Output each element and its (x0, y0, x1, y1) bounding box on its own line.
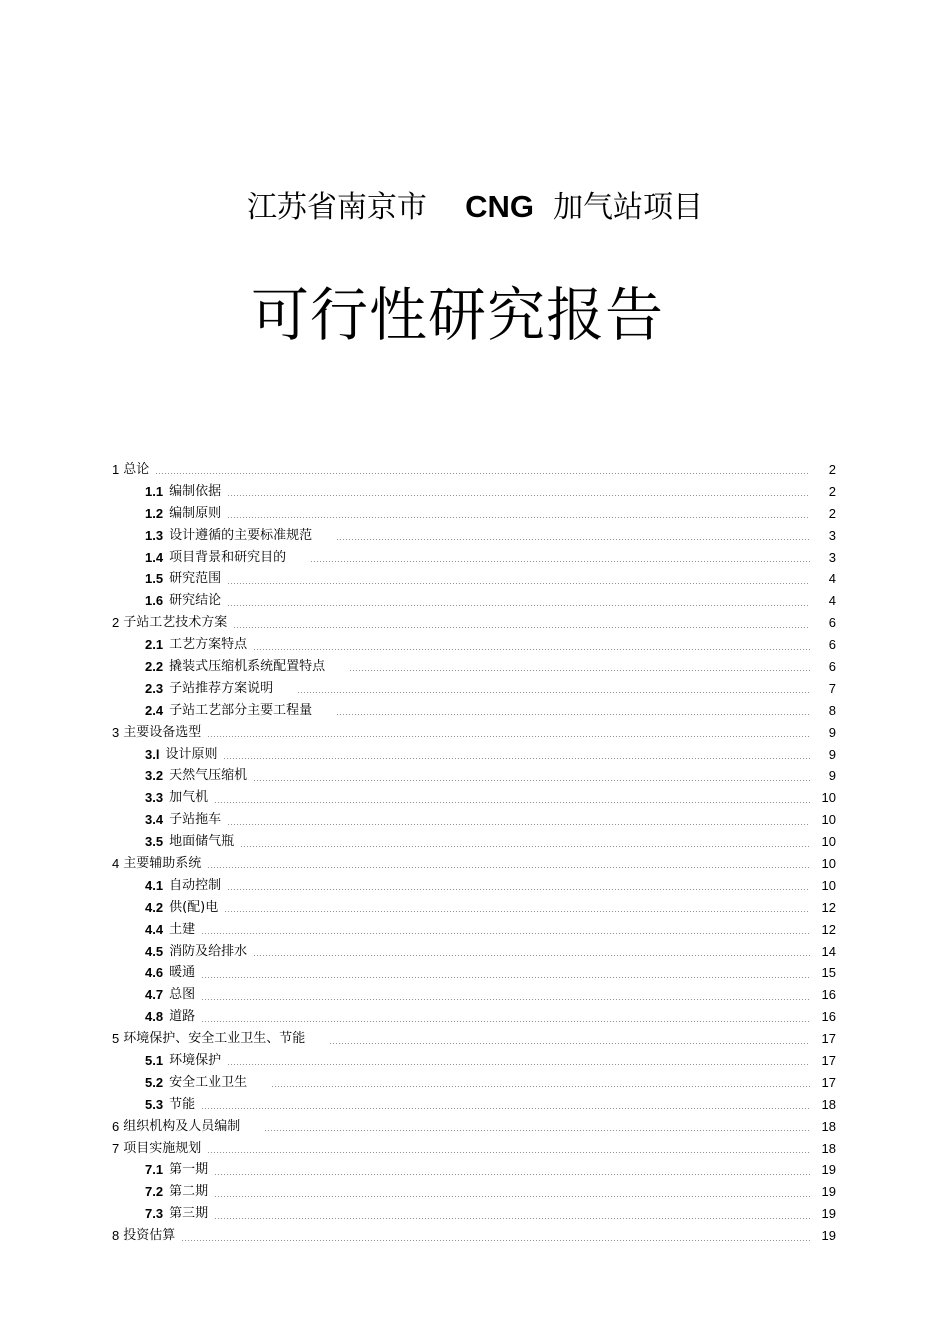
toc-entry-page: 18 (821, 1118, 836, 1134)
toc-entry-number: 1.1 (145, 483, 164, 499)
toc-dot-leader (227, 517, 810, 518)
project-title (0, 185, 950, 230)
toc-entry-label: 总论 (123, 461, 150, 477)
toc-entry-number: 4.5 (145, 943, 164, 959)
toc-dot-leader (264, 1130, 810, 1131)
toc-entry-number: 1.5 (145, 571, 164, 587)
toc-entry-label: 编制依据 (169, 483, 222, 499)
toc-entry-label: 编制原则 (169, 505, 222, 521)
toc-entry-label: 项目背景和研究目的 (169, 549, 287, 565)
toc-entry-label: 主要辅助系统 (123, 855, 202, 871)
toc-dot-leader (214, 1218, 810, 1219)
toc-entry-number: 4.7 (145, 987, 164, 1003)
toc-entry-page: 18 (821, 1096, 836, 1112)
toc-dot-leader (207, 867, 810, 868)
toc-entry-number: 2.2 (145, 658, 164, 674)
toc-entry-page: 19 (821, 1184, 836, 1200)
toc-dot-leader (214, 802, 810, 803)
toc-entry-label: 土建 (169, 921, 196, 937)
toc-dot-leader (310, 561, 810, 562)
toc-entry[interactable] (112, 634, 836, 656)
toc-entry-label: 第一期 (169, 1162, 209, 1178)
toc-entry-number: 4.8 (145, 1009, 164, 1025)
toc-entry-page: 19 (821, 1228, 836, 1244)
toc-entry-number: 4 (112, 855, 120, 871)
toc-entry-number: 1 (112, 461, 120, 477)
toc-entry-label: 总图 (169, 987, 196, 1003)
toc-entry-page: 8 (828, 702, 836, 718)
toc-entry-label: 子站推荐方案说明 (169, 680, 274, 696)
toc-entry[interactable] (112, 831, 836, 853)
toc-entry-number: 7.1 (145, 1162, 164, 1178)
toc-dot-leader (227, 605, 810, 606)
table-of-contents (112, 459, 836, 1247)
toc-entry-label: 第三期 (169, 1206, 209, 1222)
toc-dot-leader (201, 999, 810, 1000)
toc-entry-label: 安全工业卫生 (169, 1074, 248, 1090)
toc-entry[interactable] (112, 568, 836, 590)
toc-entry[interactable] (112, 744, 836, 766)
toc-dot-leader (181, 1240, 810, 1241)
toc-dot-leader (223, 758, 810, 759)
toc-entry[interactable] (112, 459, 836, 481)
project-title-part1: 江苏省南京市 (246, 190, 427, 225)
toc-entry[interactable] (112, 1006, 836, 1028)
toc-entry-page: 3 (828, 549, 836, 565)
toc-dot-leader (227, 1064, 810, 1065)
toc-entry[interactable] (112, 525, 836, 547)
toc-entry-label: 设计原则 (165, 746, 218, 762)
toc-entry-number: 2.4 (145, 702, 164, 718)
toc-entry-label: 撬装式压缩机系统配置特点 (169, 658, 326, 674)
toc-entry-number: 5 (112, 1031, 120, 1047)
toc-entry-page: 16 (821, 1009, 836, 1025)
toc-entry-number: 5.2 (145, 1074, 164, 1090)
toc-entry-page: 17 (821, 1074, 836, 1090)
toc-entry[interactable] (112, 481, 836, 503)
toc-entry-page: 17 (821, 1031, 836, 1047)
toc-entry[interactable] (112, 853, 836, 875)
toc-entry-number: 2.1 (145, 637, 164, 653)
toc-entry[interactable] (112, 875, 836, 897)
toc-entry-page: 19 (821, 1206, 836, 1222)
toc-entry-page: 2 (828, 483, 836, 499)
toc-entry-label: 研究范围 (169, 571, 222, 587)
toc-dot-leader (271, 1086, 810, 1087)
toc-entry-number: 8 (112, 1228, 120, 1244)
toc-dot-leader (233, 627, 810, 628)
toc-entry[interactable] (112, 1160, 836, 1182)
toc-entry[interactable] (112, 765, 836, 787)
toc-dot-leader (349, 670, 810, 671)
toc-entry-number: 7.3 (145, 1206, 164, 1222)
toc-entry-label: 项目实施规划 (123, 1140, 202, 1156)
toc-entry[interactable] (112, 1225, 836, 1247)
toc-entry-label: 天然气压缩机 (169, 768, 248, 784)
toc-entry[interactable] (112, 1094, 836, 1116)
toc-entry-label: 子站工艺技术方案 (123, 615, 228, 631)
toc-entry-number: 2.3 (145, 680, 164, 696)
toc-dot-leader (336, 714, 810, 715)
toc-entry-label: 环境保护、安全工业卫生、节能 (123, 1031, 306, 1047)
toc-entry-page: 9 (828, 768, 836, 784)
toc-dot-leader (336, 539, 810, 540)
toc-entry-number: 1.4 (145, 549, 164, 565)
toc-entry-label: 工艺方案特点 (169, 637, 248, 653)
project-title-part2: 加气站项目 (553, 190, 704, 225)
toc-entry-label: 第二期 (169, 1184, 209, 1200)
toc-entry-label: 道路 (169, 1009, 196, 1025)
toc-entry-number: 7 (112, 1140, 120, 1156)
toc-dot-leader (329, 1043, 810, 1044)
toc-entry-number: 4.4 (145, 921, 164, 937)
toc-entry[interactable] (112, 547, 836, 569)
toc-entry[interactable] (112, 1050, 836, 1072)
toc-entry-number: 5.3 (145, 1096, 164, 1112)
toc-entry-page: 10 (821, 790, 836, 806)
toc-dot-leader (155, 473, 810, 474)
toc-dot-leader (227, 495, 810, 496)
toc-entry-label: 自动控制 (169, 877, 222, 893)
toc-entry-page: 7 (828, 680, 836, 696)
toc-entry-label: 投资估算 (123, 1228, 176, 1244)
toc-entry[interactable] (112, 1028, 836, 1050)
toc-entry-number: 5.1 (145, 1052, 164, 1068)
toc-dot-leader (207, 736, 810, 737)
project-title-cng: CNG (465, 189, 534, 224)
toc-entry-number: 2 (112, 615, 120, 631)
toc-dot-leader (253, 955, 810, 956)
toc-entry-label: 消防及给排水 (169, 943, 248, 959)
toc-entry-number: 3.3 (145, 790, 164, 806)
toc-entry-page: 6 (828, 658, 836, 674)
toc-dot-leader (207, 1152, 810, 1153)
toc-entry-number: 6 (112, 1118, 120, 1134)
toc-dot-leader (201, 933, 810, 934)
toc-entry-number: 4.1 (145, 877, 164, 893)
toc-entry-page: 17 (821, 1052, 836, 1068)
toc-entry-number: 4.2 (145, 899, 164, 915)
toc-entry-label: 加气机 (169, 790, 209, 806)
toc-entry-label: 主要设备选型 (123, 724, 202, 740)
toc-entry-page: 2 (828, 461, 836, 477)
toc-dot-leader (227, 889, 810, 890)
toc-entry-page: 15 (821, 965, 836, 981)
toc-dot-leader (227, 583, 810, 584)
toc-entry[interactable] (112, 722, 836, 744)
toc-entry-label: 子站拖车 (169, 812, 222, 828)
toc-entry[interactable] (112, 941, 836, 963)
toc-entry-number: 3.l (145, 746, 160, 762)
toc-entry[interactable] (112, 962, 836, 984)
toc-entry-label: 设计遵循的主要标准规范 (169, 527, 313, 543)
toc-entry-page: 10 (821, 877, 836, 893)
toc-entry[interactable] (112, 1181, 836, 1203)
toc-entry-label: 研究结论 (169, 593, 222, 609)
toc-entry-label: 环境保护 (169, 1052, 222, 1068)
toc-entry-page: 4 (828, 571, 836, 587)
toc-entry-number: 7.2 (145, 1184, 164, 1200)
toc-entry-label: 供(配)电 (169, 899, 219, 915)
toc-dot-leader (201, 977, 810, 978)
toc-entry-number: 1.2 (145, 505, 164, 521)
toc-entry-page: 12 (821, 899, 836, 915)
toc-dot-leader (253, 780, 810, 781)
toc-entry[interactable] (112, 700, 836, 722)
toc-entry-page: 16 (821, 987, 836, 1003)
toc-dot-leader (201, 1021, 810, 1022)
toc-dot-leader (214, 1174, 810, 1175)
toc-entry-page: 3 (828, 527, 836, 543)
toc-dot-leader (253, 649, 810, 650)
toc-entry-page: 4 (828, 593, 836, 609)
toc-entry[interactable] (112, 809, 836, 831)
toc-entry-page: 18 (821, 1140, 836, 1156)
toc-dot-leader (201, 1108, 810, 1109)
toc-entry[interactable] (112, 984, 836, 1006)
toc-entry[interactable] (112, 503, 836, 525)
toc-entry[interactable] (112, 919, 836, 941)
toc-dot-leader (227, 824, 810, 825)
toc-entry[interactable] (112, 1072, 836, 1094)
toc-entry-number: 1.3 (145, 527, 164, 543)
toc-dot-leader (297, 692, 810, 693)
toc-entry-label: 组织机构及人员编制 (123, 1118, 241, 1134)
toc-entry-page: 10 (821, 834, 836, 850)
toc-entry[interactable] (112, 897, 836, 919)
toc-entry-page: 6 (828, 637, 836, 653)
toc-entry-number: 3.4 (145, 812, 164, 828)
toc-entry[interactable] (112, 1138, 836, 1160)
toc-dot-leader (224, 911, 810, 912)
toc-entry-page: 12 (821, 921, 836, 937)
toc-entry[interactable] (112, 1116, 836, 1138)
toc-entry-page: 6 (828, 615, 836, 631)
toc-entry-page: 2 (828, 505, 836, 521)
toc-entry-label: 暖通 (169, 965, 196, 981)
toc-entry-number: 3.5 (145, 834, 164, 850)
toc-entry-page: 14 (821, 943, 836, 959)
toc-entry-label: 节能 (169, 1096, 196, 1112)
toc-entry-page: 9 (828, 746, 836, 762)
toc-entry[interactable] (112, 612, 836, 634)
toc-entry-page: 10 (821, 812, 836, 828)
toc-entry-number: 4.6 (145, 965, 164, 981)
toc-entry-page: 19 (821, 1162, 836, 1178)
toc-entry-number: 3 (112, 724, 120, 740)
toc-entry[interactable] (112, 590, 836, 612)
toc-entry-page: 9 (828, 724, 836, 740)
toc-entry-page: 10 (821, 855, 836, 871)
toc-dot-leader (214, 1196, 810, 1197)
toc-entry-number: 3.2 (145, 768, 164, 784)
toc-entry-number: 1.6 (145, 593, 164, 609)
toc-entry-label: 子站工艺部分主要工程量 (169, 702, 313, 718)
toc-entry[interactable] (112, 678, 836, 700)
report-title: 可行性研究报告 (250, 281, 664, 349)
toc-entry[interactable] (112, 1203, 836, 1225)
toc-entry[interactable] (112, 656, 836, 678)
toc-dot-leader (240, 846, 810, 847)
toc-entry-label: 地面储气瓶 (169, 834, 235, 850)
toc-entry[interactable] (112, 787, 836, 809)
